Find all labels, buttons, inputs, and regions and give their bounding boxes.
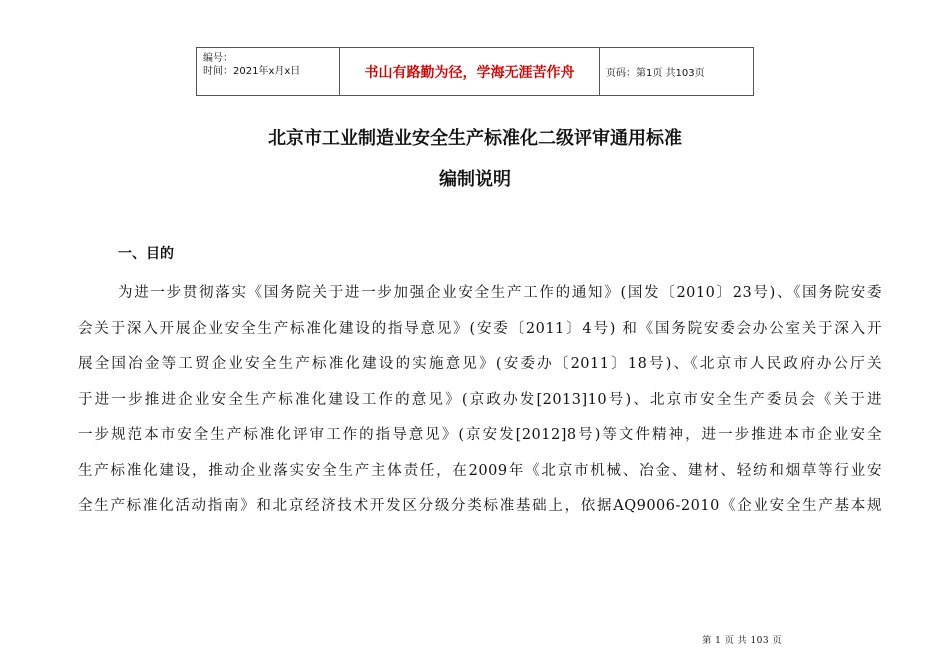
document-date: 时间：2021年x月x日 bbox=[203, 66, 301, 77]
paragraph-line: 展全国冶金等工贸企业安全生产标准化建设的实施意见》(安委办〔2011〕18号)、《北京市人民政府办公厅关 bbox=[78, 356, 882, 372]
header-meta-cell bbox=[197, 48, 340, 95]
paragraph-line: 为进一步贯彻落实《国务院关于进一步加强企业安全生产工作的通知》(国发〔2010〕23号)、《国务院安委 bbox=[118, 285, 882, 301]
page-footer: 第 1 页 共 103 页 bbox=[702, 636, 782, 646]
paragraph-line: 会关于深入开展企业安全生产标准化建设的指导意见》(安委〔2011〕4号) 和《国务院安委会办公室关于深入开 bbox=[78, 321, 882, 337]
header-motto: 书山有路勤为径，学海无涯苦作舟 bbox=[340, 48, 600, 95]
header-page-info: 页码：第1页 共103页 bbox=[606, 68, 705, 79]
paragraph-line: 生产标准化建设，推动企业落实安全生产主体责任，在2009年《北京市机械、冶金、建材、轻纺和烟草等行业安 bbox=[78, 463, 882, 479]
paragraph-line: 全生产标准化活动指南》和北京经济技术开发区分级分类标准基础上，依据AQ9006-2010《企业安全生产基本规 bbox=[78, 498, 882, 514]
paragraph-line: 一步规范本市安全生产标准化评审工作的指导意见》(京安发[2012]8号)等文件精神，进一步推进本市企业安全 bbox=[78, 427, 882, 443]
document-header-table bbox=[196, 47, 754, 96]
document-title: 北京市工业制造业安全生产标准化二级评审通用标准 bbox=[268, 128, 682, 149]
section-heading: 一、目的 bbox=[118, 246, 174, 262]
document-subtitle: 编制说明 bbox=[439, 169, 511, 190]
paragraph-line: 于进一步推进企业安全生产标准化建设工作的意见》(京政办发[2013]10号)、北京市安全生产委员会《关于进 bbox=[78, 392, 882, 408]
document-number-label: 编号： bbox=[203, 53, 233, 64]
